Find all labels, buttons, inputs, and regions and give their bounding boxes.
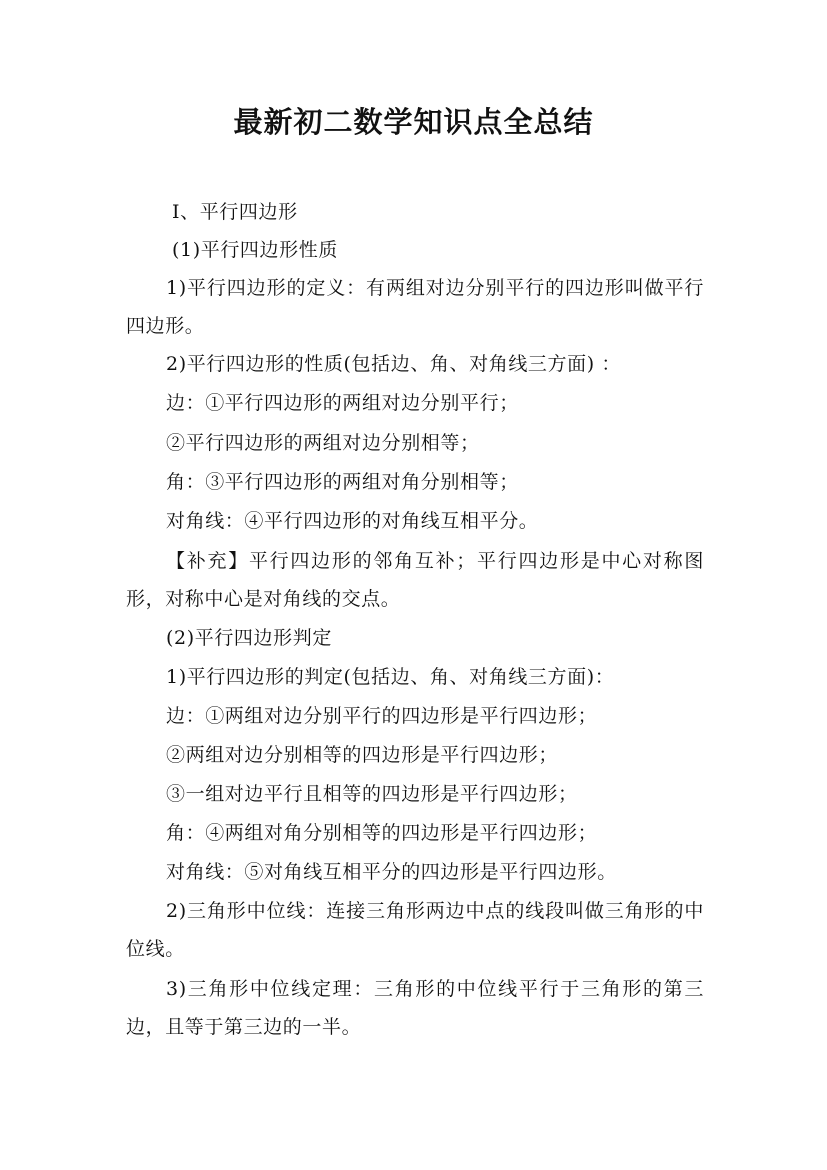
paragraph: 3)三角形中位线定理：三角形的中位线平行于三角形的第三边，且等于第三边的一半。 — [126, 978, 704, 1038]
paragraph: ②平行四边形的两组对边分别相等； — [166, 432, 480, 454]
paragraph: 边：①平行四边形的两组对边分别平行； — [166, 392, 519, 414]
paragraph: 2)三角形中位线：连接三角形两边中点的线段叫做三角形的中位线。 — [126, 900, 704, 960]
subsection-heading: (1)平行四边形性质 — [172, 239, 338, 261]
subsection-heading: (2)平行四边形判定 — [166, 627, 332, 649]
paragraph: 1)平行四边形的定义：有两组对边分别平行的四边形叫做平行四边形。 — [126, 277, 704, 337]
paragraph: ③一组对边平行且相等的四边形是平行四边形； — [166, 783, 578, 805]
paragraph: 2)平行四边形的性质(包括边、角、对角线三方面) ： — [166, 353, 621, 375]
paragraph: ②两组对边分别相等的四边形是平行四边形； — [166, 744, 559, 766]
paragraph: 对角线：⑤对角线互相平分的四边形是平行四边形。 — [166, 861, 617, 883]
document-title: 最新初二数学知识点全总结 — [233, 105, 594, 139]
paragraph: 角：④两组对角分别相等的四边形是平行四边形； — [166, 822, 598, 844]
paragraph: 角：③平行四边形的两组对角分别相等； — [166, 471, 519, 493]
supplement-paragraph: 【补充】平行四边形的邻角互补；平行四边形是中心对称图形，对称中心是对角线的交点。 — [126, 550, 704, 610]
section-heading: Ⅰ、平行四边形 — [172, 201, 298, 223]
paragraph: 对角线：④平行四边形的对角线互相平分。 — [166, 510, 539, 532]
paragraph: 1)平行四边形的判定(包括边、角、对角线三方面)： — [166, 666, 615, 688]
paragraph: 边：①两组对边分别平行的四边形是平行四边形； — [166, 705, 598, 727]
